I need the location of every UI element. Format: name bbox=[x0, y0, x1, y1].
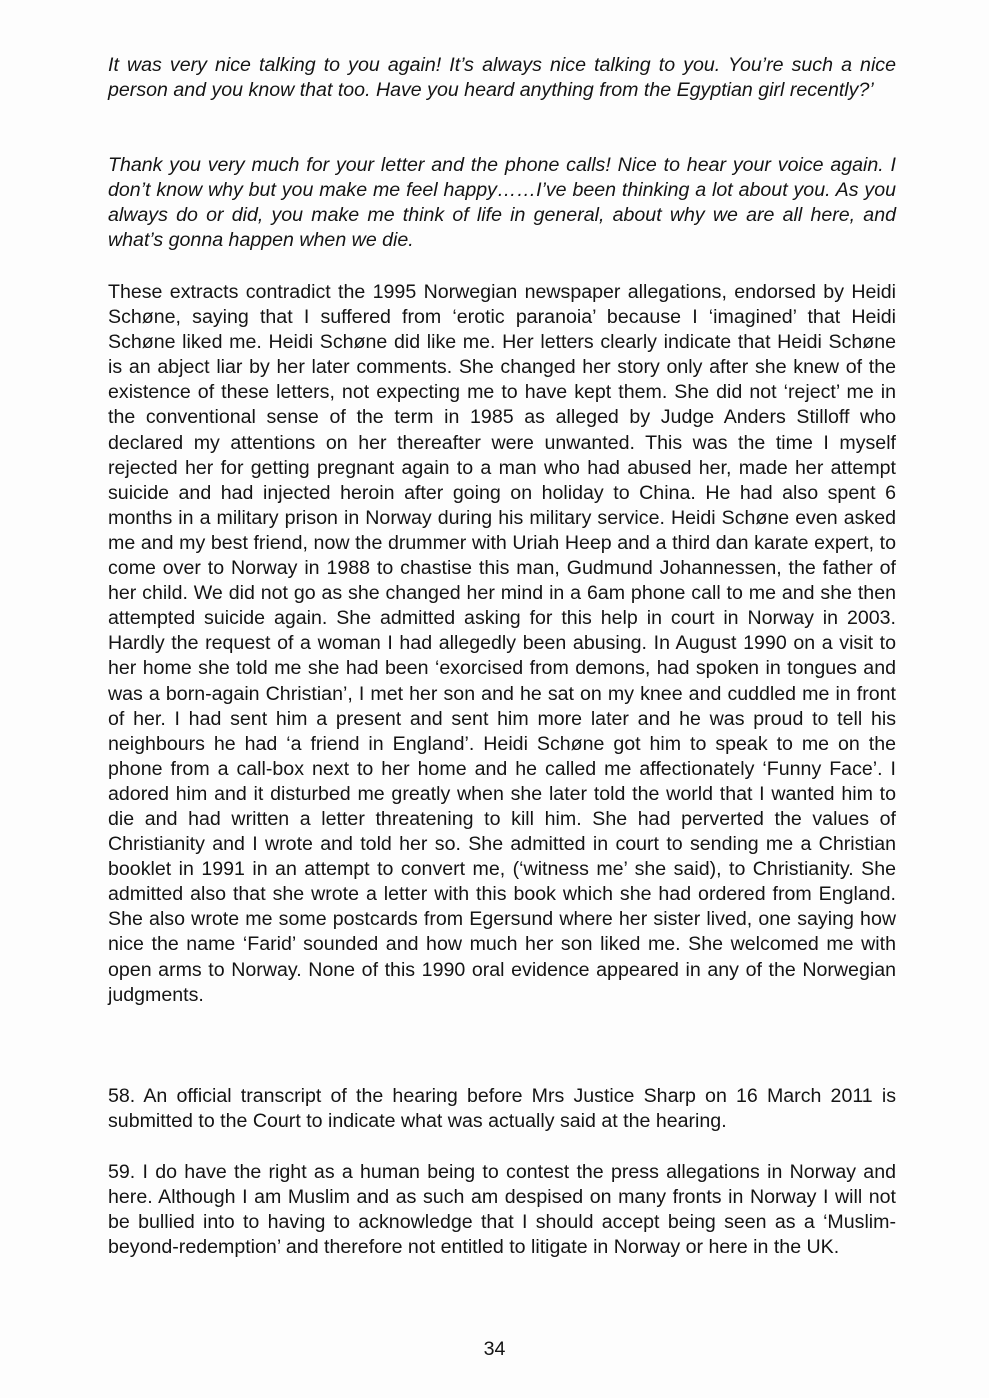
numbered-paragraph-58: 58. An official transcript of the hearing before Mrs Justice Sharp on 16 March 2011 is submitted to the Court to indicate what was actually said at the hearing. bbox=[108, 1085, 896, 1133]
body-paragraph: These extracts contradict the 1995 Norwegian newspaper allegations, endorsed by Heidi Schøne, saying that I suffered from ‘erotic paranoia’ because I ‘imagined’ that Heidi Schøne liked me. Heidi Schøne did like me. Her letters clearly indicate that Heidi Schøne is an abject liar by her later comments. She changed her story only after she knew of the existence of these letters, not expecting me to have kept them. She did not ‘reject’ me in the conventional sense of the term in 1985 as alleged by Judge Anders Stilloff who declared my attentions on her thereafter were unwanted. This was the time I myself rejected her for getting pregnant again to a man who had abused her, made her attempt suicide and had injected heroin after going on holiday to China. He had also spent 6 months in a military prison in Norway during his military service. Heidi Schøne even asked me and my best friend, now the drummer with Uriah Heep and a third dan karate expert, to come over to Norway in 1988 to chastise this man, Gudmund Johannessen, the father of her child. We did not go as she changed her mind in a 6am phone call to me and she then attempted suicide again. She admitted asking for this help in court in Norway in 2003. Hardly the request of a woman I had allegedly been abusing. In August 1990 on a visit to her home she told me she had been ‘exorcised from demons, had spoken in tongues and was a born-again Christian’, I met her son and he sat on my knee and cuddled me in front of her. I had sent him a present and sent him more later and he was proud to tell his neighbours he had ‘a friend in England’. Heidi Schøne got him to speak to me on the phone from a call-box next to her home and he called me affectionately ‘Funny Face’. I adored him and it disturbed me greatly when she later told the world that I wanted him to die and had written a letter threatening to kill him. She had perverted the values of Christianity and I wrote and told her so. She admitted in court to sending me a Christian booklet in 1991 in an attempt to convert me, (‘witness me’ she said), to Christianity. She admitted also that she wrote a letter with this book which she had ordered from England. She also wrote me some postcards from Egersund where her sister lived, one saying how nice the name ‘Farid’ sounded and how much her son liked me. She welcomed me with open arms to Norway. None of this 1990 oral evidence appeared in any of the Norwegian judgments. bbox=[108, 281, 896, 1006]
page-number: 34 bbox=[483, 1338, 506, 1360]
quoted-letter-extract-1: It was very nice talking to you again! It’s always nice talking to you. You’re such a nice person and you know that too. Have you heard anything from the Egyptian girl recently?’ bbox=[108, 54, 896, 102]
quoted-letter-extract-2: Thank you very much for your letter and the phone calls! Nice to hear your voice again. I don’t know why but you make me feel happy……I’ve been thinking a lot about you. As you always do or did, you make me think of life in general, about why we are all here, and what’s gonna happen when we die. bbox=[108, 154, 896, 252]
numbered-paragraph-59: 59. I do have the right as a human being to contest the press allegations in Norway and here. Although I am Muslim and as such am despised on many fronts in Norway I will not be bullied into to having to acknowledge that I should accept being seen as a ‘Muslim-beyond-redemption’ and therefore not entitled to litigate in Norway or here in the UK. bbox=[108, 1161, 896, 1259]
